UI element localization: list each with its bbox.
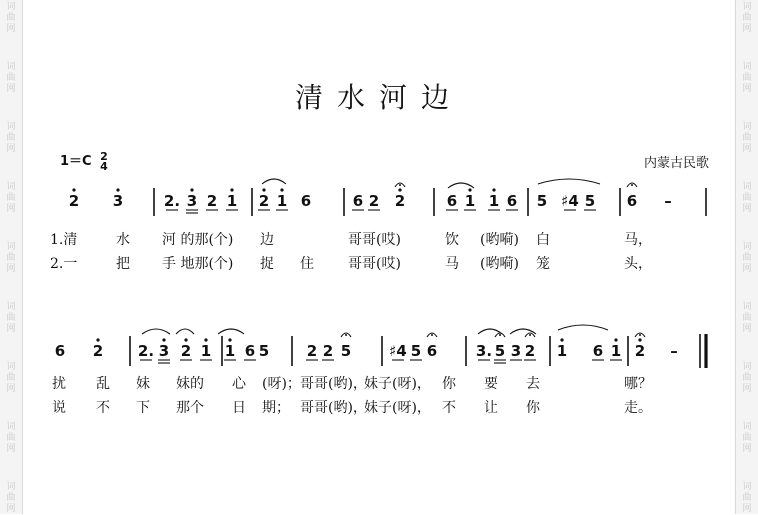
note: 5 <box>258 342 270 360</box>
lyric-verse-2: (哟嗬) <box>480 256 519 272</box>
lyric-verse-2: 你 <box>526 400 540 416</box>
time-sig-top: 2 <box>100 149 108 163</box>
key-label: 1＝C <box>60 154 92 169</box>
lyric-verse-2: 头， <box>624 256 652 272</box>
lyric-verse-1: 乱 <box>96 376 110 392</box>
note: 6 <box>446 192 458 210</box>
note: 5 <box>536 192 548 210</box>
fermata-dot <box>345 334 347 336</box>
lyric-verse-1: 白 <box>536 232 550 248</box>
note: 6 <box>592 342 604 360</box>
lyric-verse-2: 不 <box>442 400 456 416</box>
note: 2. <box>163 192 181 210</box>
octave-dot <box>492 188 495 191</box>
lyric-verse-2: 让 <box>484 400 498 416</box>
slur-arc <box>176 329 194 334</box>
watermark-text: 词 曲 网 <box>6 182 16 214</box>
note: – <box>664 192 672 210</box>
watermark-text: 词 曲 网 <box>6 62 16 94</box>
lyric-verse-2: 2.一 <box>50 256 78 272</box>
song-origin: 内蒙古民歌 <box>644 156 710 171</box>
octave-dot <box>162 338 165 341</box>
octave-dot <box>190 188 193 191</box>
fermata-dot <box>499 334 501 336</box>
watermark-text: 词 曲 网 <box>6 422 16 454</box>
slur-arc <box>558 325 608 330</box>
note: 1 <box>276 192 288 210</box>
lyric-verse-1: (呀)； <box>262 376 301 392</box>
lyric-verse-2: 妹子(呀)， <box>364 400 431 416</box>
lyric-verse-1: 边 <box>260 232 274 248</box>
slur-arc <box>218 329 244 334</box>
octave-dot <box>262 188 265 191</box>
lyric-verse-2: 手 地那(个) <box>162 256 234 272</box>
lyric-verse-1: 哪？ <box>624 376 652 392</box>
lyric-verse-2: 下 <box>136 400 150 416</box>
watermark-text: 词 曲 网 <box>742 62 752 94</box>
lyric-verse-1: 心 <box>232 376 246 392</box>
note: 2 <box>92 342 104 360</box>
note: 5 <box>494 342 506 360</box>
lyric-verse-2: 哥哥(哟)， <box>300 400 367 416</box>
time-sig-bottom: 4 <box>100 159 108 173</box>
note: 3. <box>475 342 493 360</box>
note: 6 <box>426 342 438 360</box>
watermark-text: 词 曲 网 <box>6 482 16 514</box>
watermark-text: 词 曲 网 <box>6 2 16 34</box>
octave-dot <box>228 338 231 341</box>
note: 2. <box>137 342 155 360</box>
note: 3 <box>510 342 522 360</box>
note: 2 <box>634 342 646 360</box>
note: ♯4 <box>389 342 407 360</box>
lyric-verse-2: 住 <box>300 256 314 272</box>
watermark-text: 词 曲 网 <box>742 182 752 214</box>
lyric-verse-1: 你 <box>442 376 456 392</box>
lyric-verse-2: 哥哥(哎) <box>348 256 401 272</box>
slur-arc <box>142 329 170 334</box>
note: 2 <box>322 342 334 360</box>
lyric-verse-1: 1.清 <box>50 232 78 248</box>
lyric-verse-1: 妹的 <box>176 376 204 392</box>
watermark-text: 词 曲 网 <box>6 242 16 274</box>
fermata-dot <box>399 184 401 186</box>
lyric-verse-1: 妹 <box>136 376 150 392</box>
note: 6 <box>244 342 256 360</box>
lyric-verse-2: 期； <box>262 400 290 416</box>
note: 2 <box>180 342 192 360</box>
note: – <box>670 342 678 360</box>
note: 1 <box>556 342 568 360</box>
note: 2 <box>258 192 270 210</box>
watermark-text: 词 曲 网 <box>6 122 16 154</box>
lyric-verse-1: 扰 <box>52 376 66 392</box>
note: 2 <box>524 342 536 360</box>
slur-arc <box>262 179 286 184</box>
note: ♯4 <box>561 192 579 210</box>
octave-dot <box>468 188 471 191</box>
note: 2 <box>206 192 218 210</box>
slur-arc <box>538 179 600 184</box>
octave-dot <box>72 188 75 191</box>
lyric-verse-1: 马， <box>624 232 652 248</box>
note: 1 <box>200 342 212 360</box>
note: 3 <box>158 342 170 360</box>
watermark-text: 词 曲 网 <box>742 422 752 454</box>
song-title: 清水河边 <box>294 81 463 114</box>
fermata-dot <box>529 334 531 336</box>
note: 6 <box>506 192 518 210</box>
note: 2 <box>306 342 318 360</box>
fermata-dot <box>431 334 433 336</box>
octave-dot <box>560 338 563 341</box>
octave-dot <box>184 338 187 341</box>
octave-dot <box>638 338 641 341</box>
octave-dot <box>96 338 99 341</box>
note: 3 <box>186 192 198 210</box>
lyric-verse-1: 饮 <box>445 232 459 248</box>
note: 1 <box>224 342 236 360</box>
lyric-verse-2: 说 <box>52 400 66 416</box>
octave-dot <box>280 188 283 191</box>
lyric-verse-2: 把 <box>116 256 130 272</box>
note: 6 <box>626 192 638 210</box>
lyric-verse-2: 不 <box>96 400 110 416</box>
note: 5 <box>340 342 352 360</box>
lyric-verse-1: 河 的那(个) <box>162 232 234 248</box>
note: 6 <box>352 192 364 210</box>
score-row-2 <box>52 333 678 416</box>
lyric-verse-1: 哥哥(哟)， <box>300 376 367 392</box>
octave-dot <box>116 188 119 191</box>
note: 1 <box>488 192 500 210</box>
octave-dot <box>230 188 233 191</box>
lyric-verse-2: 马 <box>445 256 459 272</box>
watermark-text: 词 曲 网 <box>742 482 752 514</box>
lyric-verse-1: 要 <box>484 376 498 392</box>
watermark-text: 词 曲 网 <box>742 242 752 274</box>
lyric-verse-2: 笼 <box>536 256 550 272</box>
note: 3 <box>112 192 124 210</box>
note: 5 <box>584 192 596 210</box>
note: 2 <box>368 192 380 210</box>
note: 1 <box>464 192 476 210</box>
lyric-verse-1: 妹子(呀)， <box>364 376 431 392</box>
score-row-1 <box>50 183 672 272</box>
fermata-dot <box>639 334 641 336</box>
lyric-verse-1: 哥哥(哎) <box>348 232 401 248</box>
octave-dot <box>614 338 617 341</box>
lyric-verse-1: (哟嗬) <box>480 232 519 248</box>
watermark-text: 词 曲 网 <box>6 302 16 334</box>
note: 1 <box>226 192 238 210</box>
octave-dot <box>204 338 207 341</box>
lyric-verse-2: 日 <box>232 400 246 416</box>
note: 1 <box>610 342 622 360</box>
lyric-verse-2: 那个 <box>176 400 204 416</box>
note: 6 <box>54 342 66 360</box>
watermark-text: 词 曲 网 <box>742 362 752 394</box>
note: 5 <box>410 342 422 360</box>
watermark-text: 词 曲 网 <box>742 302 752 334</box>
lyric-verse-1: 去 <box>526 376 540 392</box>
note: 6 <box>300 192 312 210</box>
lyric-verse-2: 捉 <box>260 256 274 272</box>
slur-arc <box>448 183 474 188</box>
fermata-dot <box>631 184 633 186</box>
watermark-text: 词 曲 网 <box>6 362 16 394</box>
octave-dot <box>398 188 401 191</box>
note: 2 <box>394 192 406 210</box>
lyric-verse-1: 水 <box>116 232 130 248</box>
watermark-text: 词 曲 网 <box>742 2 752 34</box>
note: 2 <box>68 192 80 210</box>
lyric-verse-2: 走。 <box>624 400 652 416</box>
watermark-text: 词 曲 网 <box>742 122 752 154</box>
